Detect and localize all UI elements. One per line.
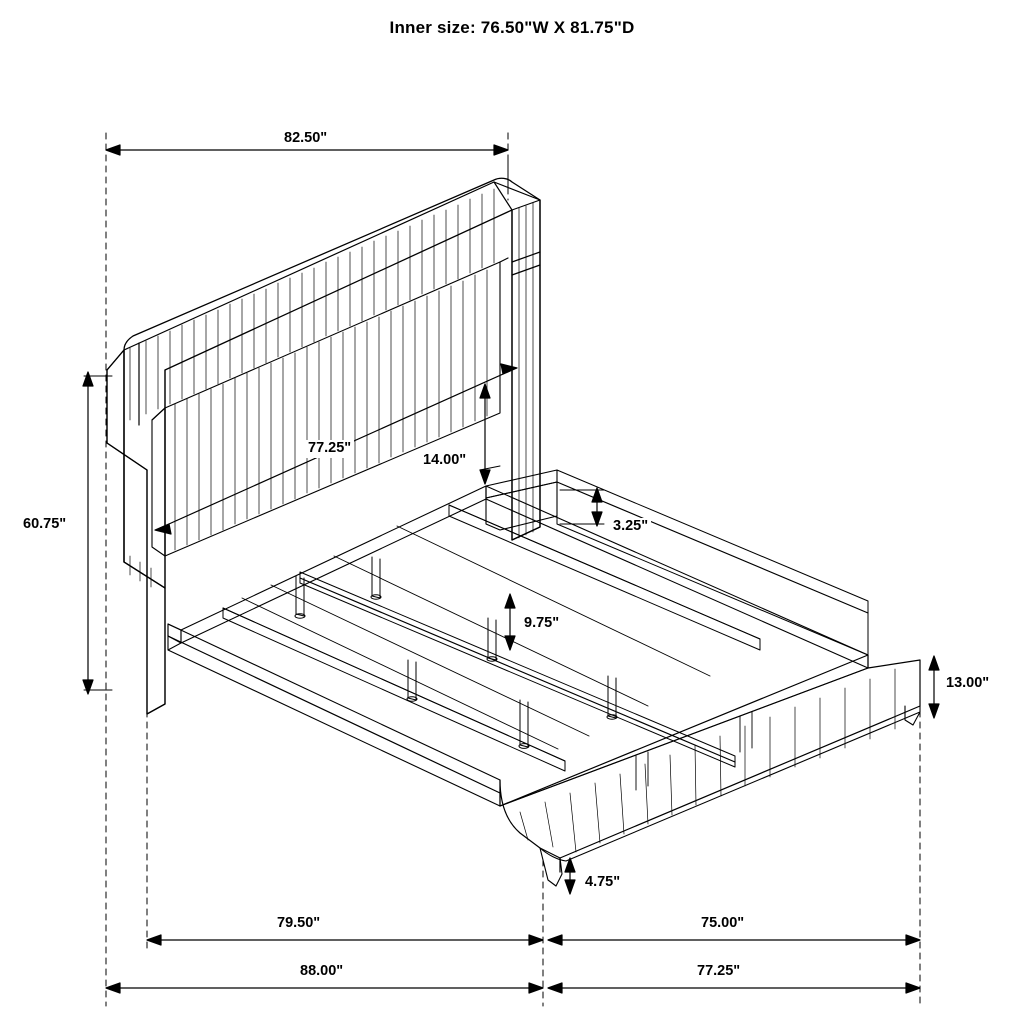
dim-label-deck-height: 9.75" [521, 615, 562, 633]
dim-label-foot-clearance: 4.75" [582, 874, 623, 892]
dim-label-headboard-width: 82.50" [281, 130, 330, 148]
dim-label-headboard-panel-height: 77.25" [305, 440, 354, 458]
dim-label-overall-right-length: 77.25" [694, 963, 743, 981]
page-title: Inner size: 76.50"W X 81.75"D [389, 18, 635, 37]
dim-label-overall-height: 60.75" [20, 516, 69, 534]
dim-label-footboard-height: 13.00" [943, 675, 992, 693]
dim-label-right-length: 75.00" [698, 915, 747, 933]
dim-label-rail-thickness: 3.25" [610, 518, 651, 536]
dim-label-left-length: 79.50" [274, 915, 323, 933]
dim-label-overall-left-length: 88.00" [297, 963, 346, 981]
dim-label-deck-to-headboard-top: 14.00" [420, 452, 469, 470]
